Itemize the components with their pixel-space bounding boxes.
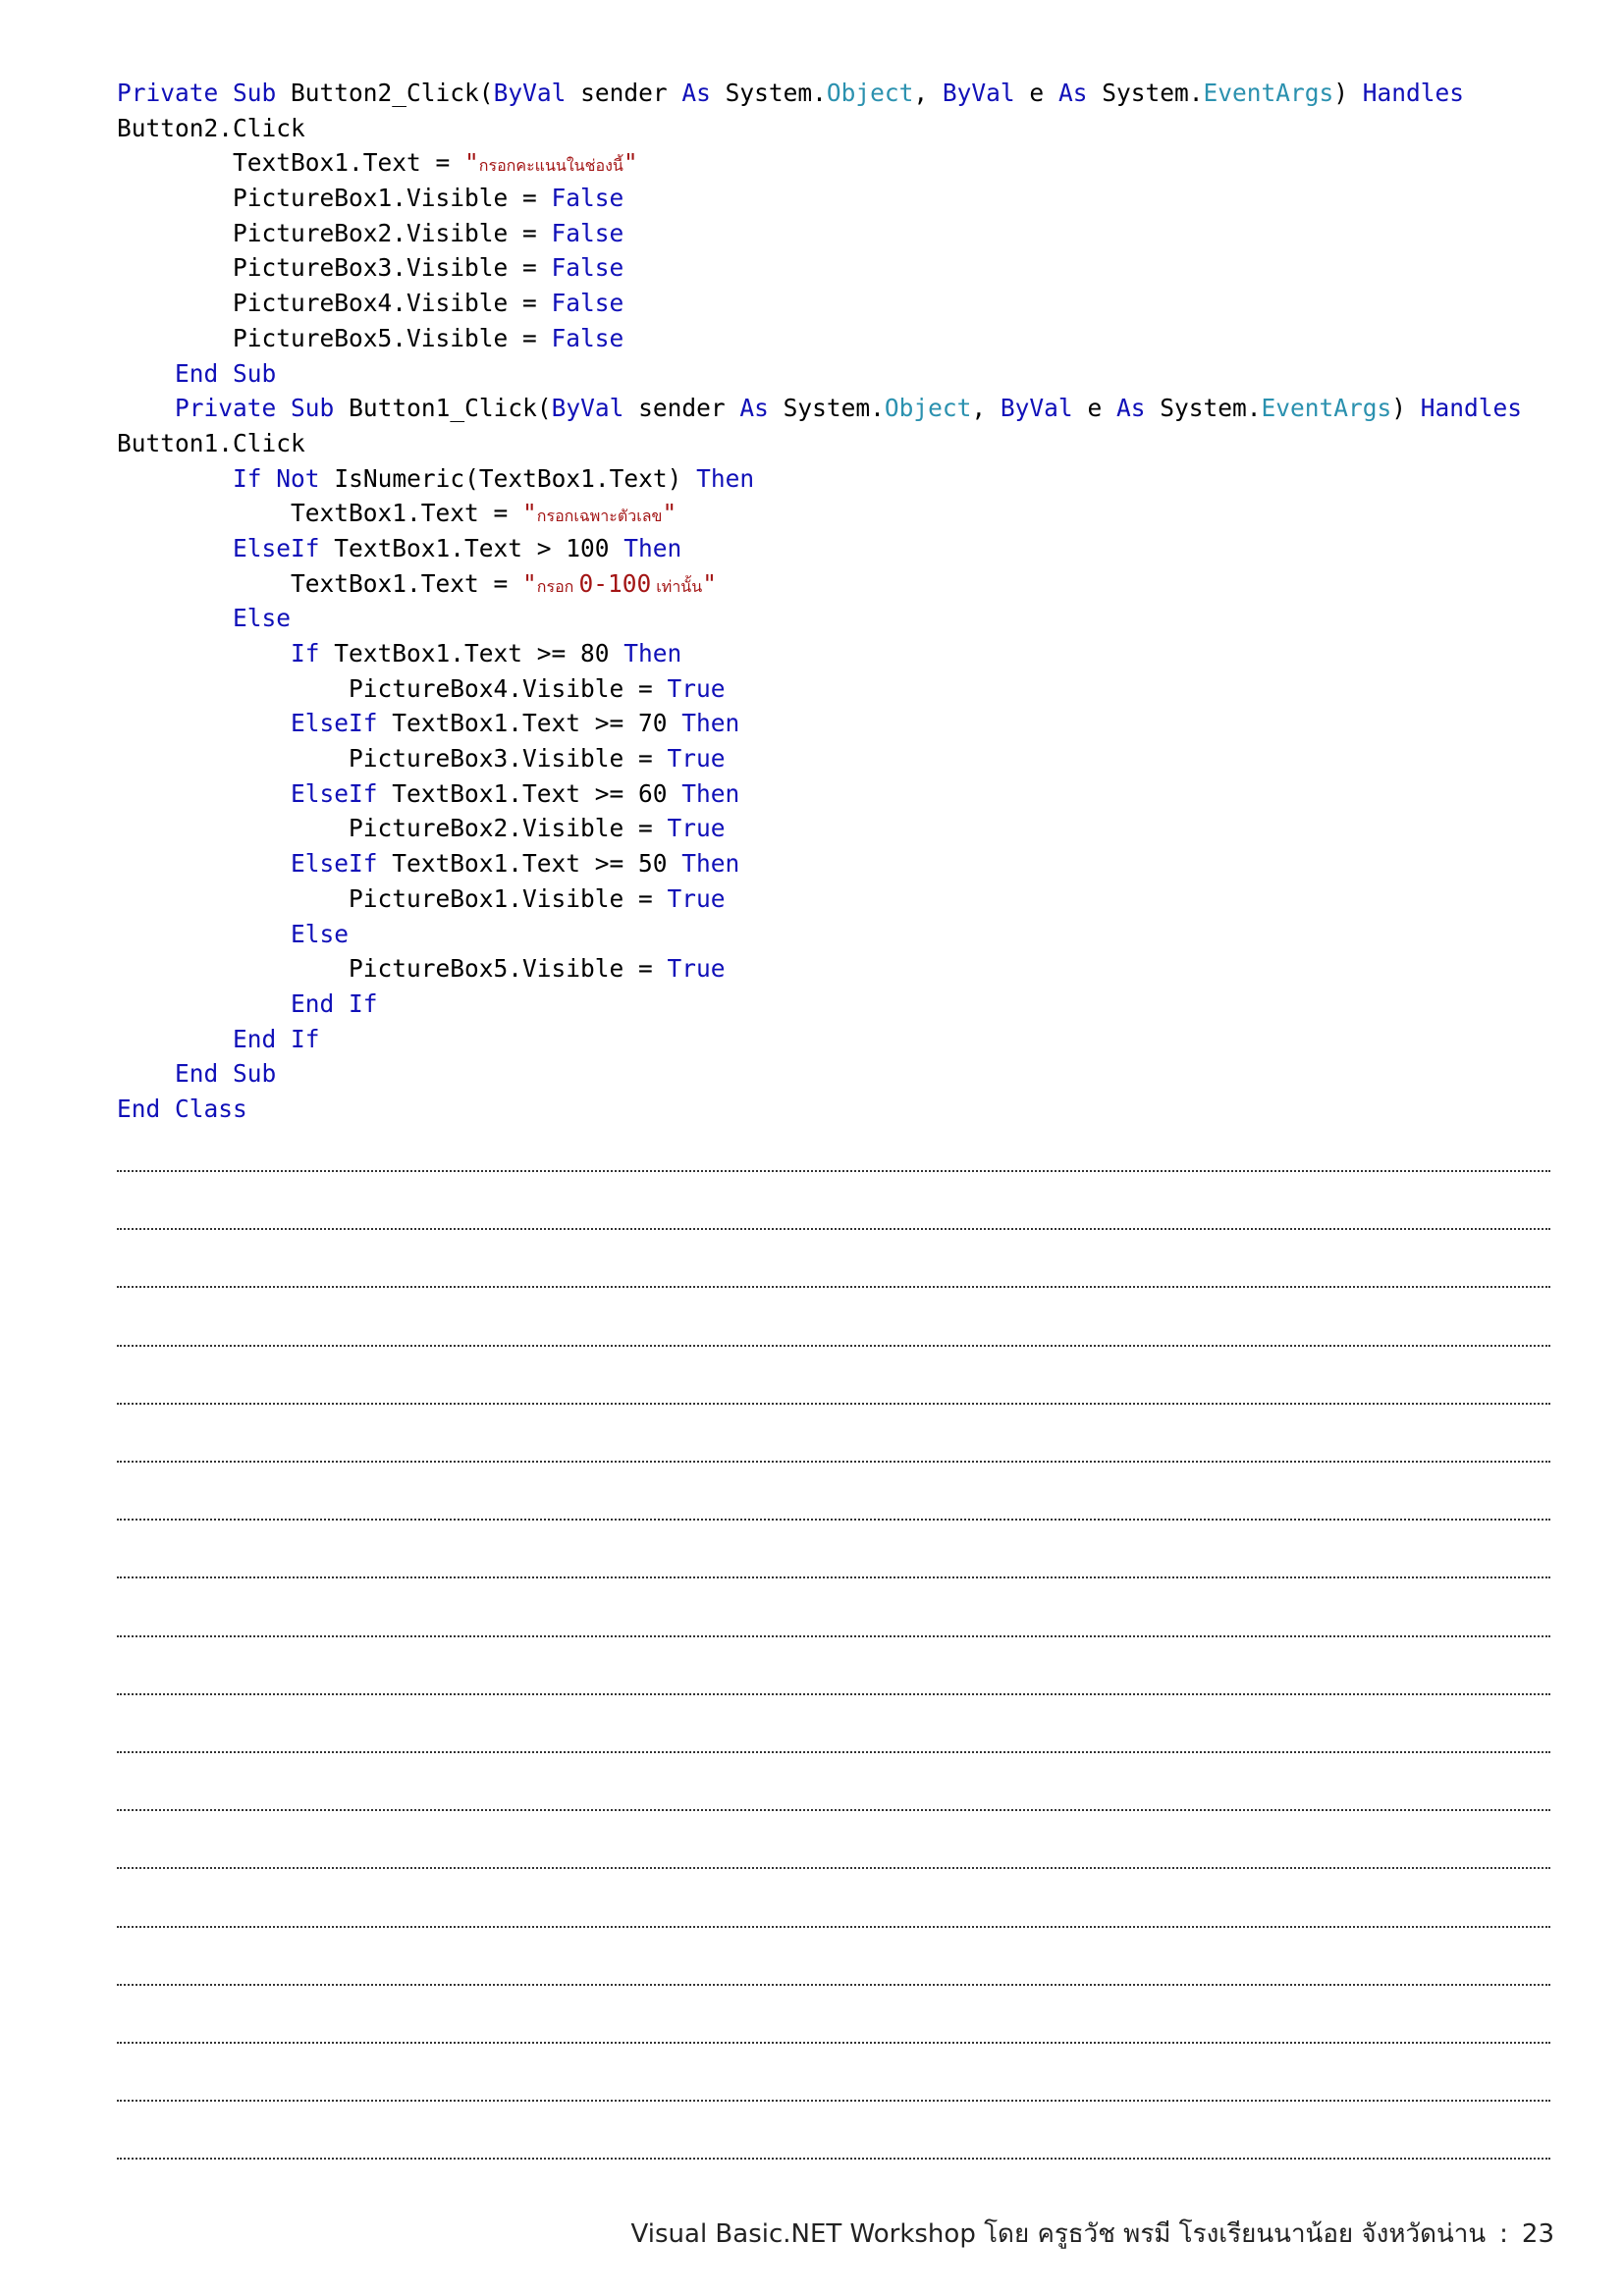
code-token: Object — [826, 79, 914, 107]
code-token — [117, 1025, 233, 1053]
code-token: EventArgs — [1203, 79, 1334, 107]
code-token: True — [667, 673, 726, 703]
code-token: True — [667, 954, 726, 984]
code-token: sender — [566, 79, 682, 107]
code-token — [262, 464, 277, 493]
code-line — [117, 496, 1550, 531]
code-token: Handles — [1362, 79, 1465, 107]
code-token: เท่านั้น — [651, 576, 703, 596]
code-token: False — [551, 218, 624, 247]
code-line — [117, 811, 1550, 846]
code-token: PictureBox3.Visible = — [117, 744, 668, 774]
code-line — [117, 216, 1550, 251]
code-token: Handles — [1420, 394, 1523, 423]
code-line — [117, 531, 1550, 566]
dotted-writing-line — [117, 1867, 1550, 1869]
code-token — [276, 394, 291, 422]
code-token: กรอกคะแนนในช่องนี้ — [478, 156, 623, 176]
code-token: If — [291, 639, 320, 667]
dotted-writing-line — [117, 1751, 1550, 1753]
code-line — [117, 741, 1550, 776]
code-token: Button2.Click — [117, 113, 305, 142]
code-token: " — [522, 499, 537, 528]
code-token: Private — [117, 79, 219, 107]
dotted-writing-line — [117, 2100, 1550, 2102]
code-token: As — [681, 79, 711, 107]
code-token: " — [662, 499, 677, 528]
code-token: ) — [1333, 79, 1363, 107]
dotted-writing-line — [117, 1461, 1550, 1463]
code-token: End — [291, 988, 335, 1018]
code-token: TextBox1.Text = — [117, 568, 523, 598]
code-token: Button2_Click( — [276, 79, 494, 107]
code-token — [117, 989, 291, 1018]
code-token: Private — [175, 394, 277, 423]
code-line — [117, 250, 1550, 286]
code-token: Else — [291, 919, 350, 948]
code-line — [117, 951, 1550, 987]
code-token: ByVal — [942, 79, 1015, 107]
code-line — [117, 1092, 1550, 1127]
code-token: PictureBox5.Visible = — [117, 323, 552, 352]
code-token: กรอก — [536, 576, 579, 596]
dotted-writing-line — [117, 1286, 1550, 1288]
code-token: Button1_Click( — [334, 394, 552, 423]
code-token: Object — [884, 394, 972, 423]
code-line — [117, 1056, 1550, 1092]
dotted-writing-line — [117, 1635, 1550, 1637]
code-token — [334, 989, 349, 1018]
code-token: System. — [1087, 79, 1204, 107]
dotted-writing-line — [117, 2042, 1550, 2044]
code-token — [117, 639, 291, 667]
code-token: TextBox1.Text >= 50 — [377, 849, 682, 879]
code-token: TextBox1.Text > 100 — [319, 533, 624, 562]
code-token: PictureBox4.Visible = — [117, 289, 552, 318]
code-token: Button1.Click — [117, 428, 305, 457]
dotted-writing-line — [117, 1345, 1550, 1347]
code-token: End — [175, 1059, 219, 1089]
code-token: EventArgs — [1261, 394, 1392, 423]
dotted-writing-line — [117, 1170, 1550, 1172]
code-token: ElseIf — [291, 709, 378, 738]
code-token: TextBox1.Text = — [117, 499, 523, 528]
code-token: , — [913, 79, 943, 107]
code-line — [117, 566, 1550, 602]
code-listing — [117, 76, 1550, 1127]
code-token: ElseIf — [233, 533, 320, 562]
dotted-writing-line — [117, 1926, 1550, 1928]
footer-separator: : — [1499, 2219, 1508, 2249]
dotted-writing-line — [117, 2158, 1550, 2160]
code-token: " — [702, 568, 717, 598]
code-token: As — [1115, 394, 1146, 423]
code-line — [117, 917, 1550, 952]
footer-title: Visual Basic.NET Workshop โดย ครูธวัช พรมี โรงเรียนนาน้อย จังหวัดน่าน — [630, 2219, 1487, 2249]
code-token: , — [971, 394, 1001, 423]
code-token — [218, 1059, 233, 1088]
code-token: False — [551, 323, 624, 352]
code-line — [117, 461, 1550, 497]
code-token: Sub — [233, 79, 277, 107]
code-token: กรอกเฉพาะตัวเลข — [536, 507, 663, 526]
code-token: True — [667, 814, 726, 843]
code-token: System. — [1145, 394, 1262, 423]
code-token: Class — [175, 1094, 247, 1123]
code-token: End — [175, 358, 219, 388]
code-token: " — [464, 148, 479, 178]
code-token: PictureBox5.Visible = — [117, 954, 668, 984]
dotted-writing-line — [117, 1519, 1550, 1521]
code-token: Then — [681, 709, 740, 738]
code-line — [117, 286, 1550, 321]
code-token: System. — [768, 394, 885, 423]
code-token — [117, 359, 175, 388]
code-line — [117, 391, 1550, 426]
code-token — [117, 849, 291, 878]
code-line — [117, 181, 1550, 216]
code-token: False — [551, 289, 624, 318]
code-token: PictureBox2.Visible = — [117, 218, 552, 247]
code-line — [117, 987, 1550, 1022]
code-line — [117, 846, 1550, 881]
code-token: Else — [233, 604, 292, 633]
code-token: Then — [681, 849, 740, 879]
code-token: As — [1057, 79, 1088, 107]
code-token: Sub — [291, 394, 335, 423]
code-token: ByVal — [493, 79, 567, 107]
code-token: False — [551, 184, 624, 213]
code-token: " — [522, 568, 537, 598]
code-token: ByVal — [551, 394, 624, 423]
code-token: 0-100 — [578, 568, 652, 598]
code-token: ElseIf — [291, 778, 378, 808]
code-token: System. — [710, 79, 827, 107]
dotted-writing-line — [117, 1576, 1550, 1578]
code-line — [117, 776, 1550, 812]
code-token: sender — [623, 394, 740, 423]
page-number: 23 — [1521, 2219, 1554, 2249]
page-footer — [631, 2214, 1554, 2254]
code-token: True — [667, 883, 726, 913]
code-token: TextBox1.Text >= 80 — [319, 639, 624, 667]
code-token — [218, 79, 233, 107]
code-line — [117, 601, 1550, 636]
code-token: " — [623, 148, 638, 178]
code-line — [117, 636, 1550, 671]
code-token: Then — [681, 778, 740, 808]
code-token: As — [739, 394, 769, 423]
code-token — [218, 359, 233, 388]
code-token: IsNumeric(TextBox1.Text) — [319, 463, 697, 493]
code-token: ) — [1391, 394, 1421, 423]
code-token — [117, 534, 233, 562]
code-line — [117, 321, 1550, 356]
code-token: Sub — [233, 1059, 277, 1089]
code-token: False — [551, 253, 624, 283]
code-token: If — [349, 988, 378, 1018]
code-token — [160, 1095, 175, 1123]
code-line — [117, 881, 1550, 917]
code-token — [117, 1059, 175, 1088]
code-token: ElseIf — [291, 849, 378, 879]
code-token: End — [233, 1024, 277, 1053]
code-line — [117, 356, 1550, 392]
code-token — [117, 394, 175, 422]
code-token: True — [667, 744, 726, 774]
code-token: Then — [696, 463, 755, 493]
code-line — [117, 76, 1550, 111]
code-token: ByVal — [1000, 394, 1073, 423]
code-line — [117, 671, 1550, 707]
code-line — [117, 111, 1550, 146]
code-token: TextBox1.Text = — [117, 148, 465, 178]
code-token — [117, 464, 233, 493]
code-token: PictureBox3.Visible = — [117, 253, 552, 283]
code-token: Sub — [233, 358, 277, 388]
code-token — [117, 779, 291, 808]
code-token: PictureBox1.Visible = — [117, 883, 668, 913]
code-token: PictureBox4.Visible = — [117, 673, 668, 703]
code-line — [117, 706, 1550, 741]
dotted-writing-line — [117, 1809, 1550, 1811]
code-token — [276, 1025, 291, 1053]
code-token: TextBox1.Text >= 60 — [377, 778, 682, 808]
code-token: e — [1014, 79, 1058, 107]
dotted-writing-line — [117, 1403, 1550, 1405]
code-token: Not — [276, 463, 320, 493]
dotted-writing-line — [117, 1693, 1550, 1695]
code-token: Then — [623, 533, 682, 562]
dotted-writing-line — [117, 1984, 1550, 1986]
code-token — [117, 709, 291, 737]
code-token: PictureBox1.Visible = — [117, 184, 552, 213]
code-token — [117, 604, 233, 632]
code-token: TextBox1.Text >= 70 — [377, 709, 682, 738]
code-token: End — [117, 1094, 161, 1123]
code-token: If — [291, 1024, 320, 1053]
code-line — [117, 1022, 1550, 1057]
code-token: PictureBox2.Visible = — [117, 814, 668, 843]
code-token — [117, 920, 291, 948]
code-line — [117, 426, 1550, 461]
code-line — [117, 145, 1550, 181]
code-token: e — [1072, 394, 1116, 423]
code-token: Then — [623, 639, 682, 667]
dotted-writing-line — [117, 1228, 1550, 1230]
code-token: If — [233, 463, 262, 493]
